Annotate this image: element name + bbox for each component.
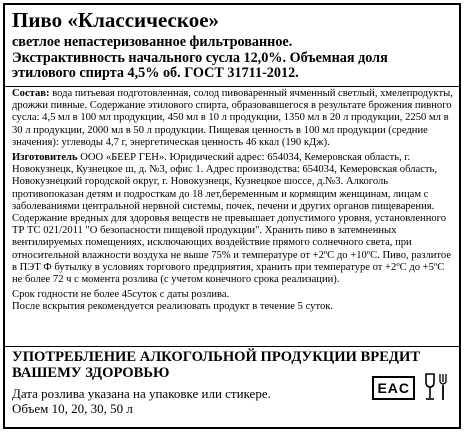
label-body	[12, 88, 457, 314]
composition-text: вода питьевая подготовленная, солод пивоваренный ячменный светлый, хмелепродукты, дрожжи пивные. Содержание этилового спирта, образовавшегося в результате брожения пивного сусла: 4,5 мл в 100 мл продукции, 450 мл в 10 л продукции, 1350 мл в 20 л продукции, 2250 мл в 30 л продукции, 2000 мл в 50 л продукции. Пищевая ценность в 100 мл продукции (средние значения): углеводы 4,7 г, энергетическая ценность 46 ккал (190 кДж).	[12, 88, 453, 148]
composition-paragraph	[12, 88, 457, 149]
warning-line: УПОТРЕБЛЕНИЕ АЛКОГОЛЬНОЙ ПРОДУКЦИИ ВРЕДИТ	[12, 349, 421, 365]
manufacturer-text: ООО «БЕЕР ГЕН». Юридический адрес: 654034, Кемеровская область, г. Новокузнецк, Кузнецкое ш, д. №3, офис 1. Адрес производства: 654034, Кемеровская область, Новокузнецкий городской округ, г. Новокузнецк, Кузнецкое шоссе, д.№3. Алкоголь противопоказан детям и подросткам до 18 лет,беременным и кормящим женщинам, лицам с заболеваниями центральной нервной системы, почек, печени и других органов пищеварения. Содержание вредных для здоровья веществ не превышает допустимого уровня, установленного ТР ТС 021/2011 "О безопасности пищевой продукции". Хранить пиво в затемненных вентилируемых помещениях, исключающих воздействие прямого солнечного света, при относительной влажности воздуха не выше 75% и температуре от +2ºС до +10ºС. Пиво, разлитое в ПЭТ Ф бутылку в условиях торгового предприятия, хранить при температуре от +2ºС до +5ºС не более 72 ч с момента розлива (с учетом конечного срока реализации).	[12, 152, 452, 286]
divider-bottom	[5, 346, 459, 347]
storage-notes	[12, 289, 457, 313]
volume-info: Объем 10, 20, 30, 50 л	[12, 401, 133, 416]
product-subtitle	[12, 35, 432, 82]
eac-mark-icon: EAC	[372, 376, 415, 400]
shelf-life: Срок годности не более 45суток с даты розлива.	[12, 289, 230, 301]
divider-top	[5, 86, 459, 87]
after-opening: После вскрытия рекомендуется реализовать продукт в течение 5 суток.	[12, 301, 334, 313]
beer-label	[3, 3, 461, 429]
subtitle-line: светлое непастеризованное фильтрованное.	[12, 34, 293, 50]
health-warning	[12, 349, 420, 381]
manufacturer-label: Изготовитель	[12, 152, 78, 164]
subtitle-line: этилового спирта 4,5% об. ГОСТ 31711-2012.	[12, 65, 299, 82]
footer-info	[12, 386, 271, 416]
composition-label: Состав:	[12, 88, 50, 99]
warning-line: ВАШЕМУ ЗДОРОВЬЮ	[12, 365, 170, 381]
bottling-date-note: Дата розлива указана на упаковке или стикере.	[12, 386, 271, 401]
manufacturer-paragraph	[12, 152, 457, 286]
subtitle-line: Экстрактивность начального сусла 12,0%. Объемная доля	[12, 49, 388, 66]
glass-fork-icon	[423, 371, 451, 405]
product-title: Пиво «Классическое»	[12, 8, 220, 32]
certification-marks	[372, 371, 451, 405]
